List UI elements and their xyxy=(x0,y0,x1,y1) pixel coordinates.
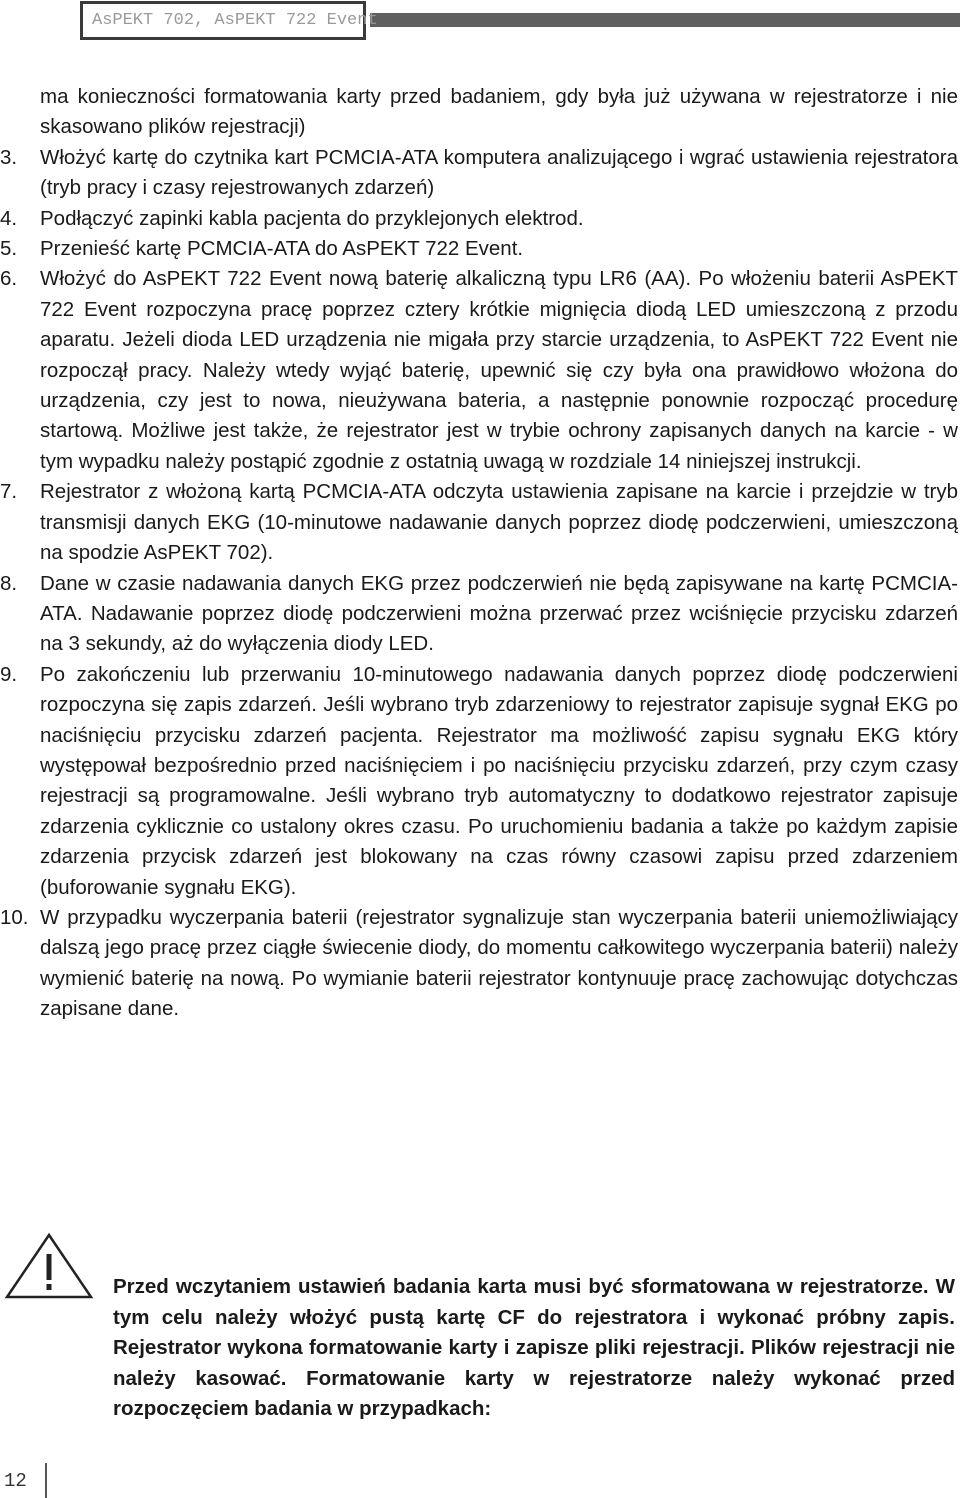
list-item-10 xyxy=(0,903,958,1025)
item-text: Włożyć kartę do czytnika kart PCMCIA-ATA komputera analizującego i wgrać ustawienia rejestratora (tryb pracy i czasy rejestrowanych zdarzeń) xyxy=(40,145,958,200)
list-item-8 xyxy=(0,569,958,660)
header-title: AsPEKT 702, AsPEKT 722 Event xyxy=(80,1,366,40)
item-number: 9. xyxy=(0,662,18,686)
item-text: Dane w czasie nadawania danych EKG przez podczerwień nie będą zapisywane na kartę PCMCIA-ATA. Nadawanie poprzez diodę podczerwieni można przerwać przez wciśnięcie przycisku zdarzeń na 3 sekundy, aż do wyłączenia diody LED. xyxy=(40,571,958,656)
item-number: 10. xyxy=(0,905,29,929)
item-text: W przypadku wyczerpania baterii (rejestrator sygnalizuje stan wyczerpania baterii uniemożliwiający dalszą jego pracę przez ciągłe świecenie diody, do momentu całkowitego wyczerpania baterii) należy wymienić baterię na nową. Po wymianie baterii rejestrator kontynuuje pracę zachowując dotychczas zapisane dane. xyxy=(40,905,958,1021)
item-number: 7. xyxy=(0,480,18,504)
list-item-intro xyxy=(0,82,958,143)
instruction-list xyxy=(0,82,960,1025)
list-item-7 xyxy=(0,477,958,568)
page-margin-rule xyxy=(45,1463,47,1498)
warning-text: Przed wczytaniem ustawień badania karta musi być sformatowana w rejestratorze. W tym celu należy włożyć pustą kartę CF do rejestratora i wykonać próbny zapis. Rejestrator wykona formatowanie karty i zapisze pliki rejestracji. Plików rejestracji nie należy kasować. Formatowanie karty w rejestratorze należy wykonać przed rozpoczęciem badania w przypadkach: xyxy=(113,1275,955,1420)
header-rule xyxy=(370,13,960,27)
list-item-3 xyxy=(0,143,958,204)
item-number: 8. xyxy=(0,571,18,595)
item-number: 3. xyxy=(0,145,18,169)
list-item-6 xyxy=(0,264,958,477)
list-item-4 xyxy=(0,204,958,234)
intro-text: ma konieczności formatowania karty przed badaniem, gdy była już używana w rejestratorze i nie skasowano plików rejestracji) xyxy=(40,85,958,139)
list-item-9 xyxy=(0,660,958,903)
item-number: 6. xyxy=(0,267,18,291)
item-number: 4. xyxy=(0,206,18,230)
page-number: 12 xyxy=(4,1470,27,1492)
warning-triangle-icon xyxy=(4,1232,94,1300)
page-header xyxy=(0,0,960,44)
item-text: Przenieść kartę PCMCIA-ATA do AsPEKT 722 Event. xyxy=(40,237,524,261)
item-text: Włożyć do AsPEKT 722 Event nową baterię alkaliczną typu LR6 (AA). Po włożeniu baterii AsPEKT 722 Event rozpoczyna pracę poprzez cztery krótkie mignięcia diodą LED umieszczoną z przodu aparatu. Jeżeli dioda LED urządzenia nie migała przy starcie urządzenia, to AsPEKT 722 Event nie rozpoczął pracy. Należy wtedy wyjąć baterię, upewnić się czy była ona prawidłowo włożona do urządzenia, czy jest to nowa, nieużywana bateria, a następnie ponownie rozpocząć procedurę startową. Możliwe jest także, że rejestrator jest w trybie ochrony zapisanych danych na karcie - w tym wypadku należy postąpić zgodnie z ostatnią uwagą w rozdziale 14 niniejszej instrukcji. xyxy=(40,267,958,473)
item-text: Podłączyć zapinki kabla pacjenta do przyklejonych elektrod. xyxy=(40,206,584,230)
item-text: Po zakończeniu lub przerwaniu 10-minutowego nadawania danych poprzez diodę podczerwieni rozpoczyna się zapis zdarzeń. Jeśli wybrano tryb zdarzeniowy to rejestrator zapisuje sygnał EKG po naciśnięciu przycisku zdarzeń pacjenta. Rejestrator ma możliwość zapisu sygnału EKG który występował bezpośrednio przed naciśnięciem i po naciśnięciu przycisku zdarzeń, przy czym czasy rejestracji są programowalne. Jeśli wybrano tryb automatyczny to dodatkowo rejestrator zapisuje zdarzenia cyklicznie co ustalony okres czasu. Po uruchomieniu badania a także po każdym zapisie zdarzenia przycisk zdarzeń jest blokowany na czas równy czasowi zapisu przed zdarzeniem (buforowanie sygnału EKG). xyxy=(40,662,958,899)
list-item-5 xyxy=(0,234,958,264)
item-number: 5. xyxy=(0,237,18,261)
item-text: Rejestrator z włożoną kartą PCMCIA-ATA odczyta ustawienia zapisane na karcie i przejdzie w tryb transmisji danych EKG (10-minutowe nadawanie danych poprzez diodę podczerwieni, umieszczoną na spodzie AsPEKT 702). xyxy=(40,480,958,565)
